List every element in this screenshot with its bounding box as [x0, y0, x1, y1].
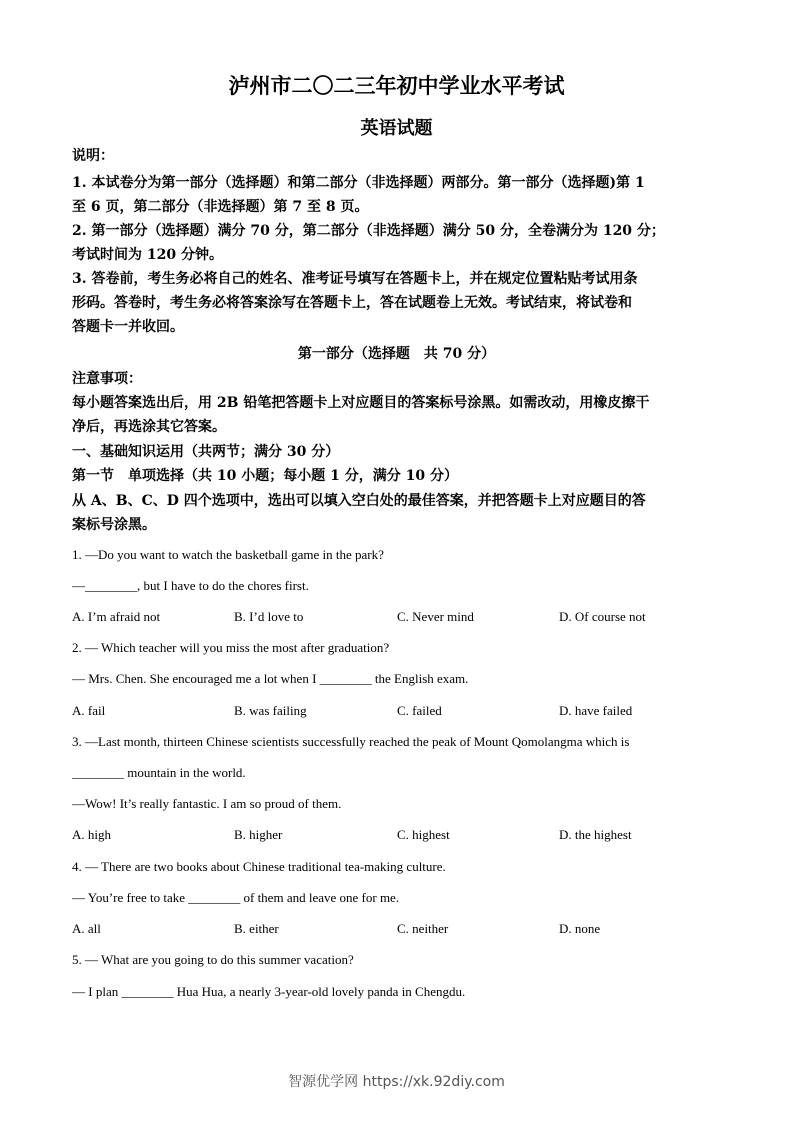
- section-heading: 一、基础知识运用（共两节；满分 30 分）: [72, 444, 340, 460]
- question-3-option-b: B. higher: [234, 827, 283, 842]
- question-1-option-b: B. I’d love to: [234, 609, 304, 624]
- notes-heading: 注意事项：: [72, 371, 142, 387]
- subsection-heading: 第一节 单项选择（共 10 小题；每小题 1 分，满分 10 分）: [72, 468, 458, 484]
- notes-line: 每小题答案选出后，用 2B 铅笔把答题卡上对应题目的答案标号涂黑。如需改动，用橡皮擦干: [72, 395, 650, 411]
- question-3-option-a: A. high: [72, 827, 111, 842]
- instruction-line: 形码。答卷时，考生务必将答案涂写在答题卡上，答在试题卷上无效。考试结束，将试卷和: [72, 295, 632, 311]
- instruction-line: 1. 本试卷分为第一部分（选择题）和第二部分（非选择题）两部分。第一部分（选择题)第 1: [72, 175, 645, 191]
- question-1-text: 1. —Do you want to watch the basketball game in the park?: [72, 547, 384, 562]
- question-2-option-b: B. was failing: [234, 703, 307, 718]
- question-4-option-a: A. all: [72, 921, 101, 936]
- question-3-option-c: C. highest: [397, 827, 450, 842]
- question-1-reply: —________, but I have to do the chores first.: [72, 578, 309, 593]
- directions-line: 案标号涂黑。: [72, 517, 156, 533]
- question-3-text-cont: ________ mountain in the world.: [72, 765, 246, 780]
- notes-line: 净后，再选涂其它答案。: [72, 419, 226, 435]
- instruction-line: 3. 答卷前，考生务必将自己的姓名、准考证号填写在答题卡上，并在规定位置粘贴考试用条: [72, 271, 638, 287]
- question-4-option-b: B. either: [234, 921, 279, 936]
- question-1-option-d: D. Of course not: [559, 609, 646, 624]
- question-2-option-c: C. failed: [397, 703, 442, 718]
- question-3-option-d: D. the highest: [559, 827, 632, 842]
- directions-line: 从 A、B、C、D 四个选项中，选出可以填入空白处的最佳答案，并把答题卡上对应题目的答: [72, 493, 646, 509]
- question-4-option-d: D. none: [559, 921, 601, 936]
- exam-subtitle: 英语试题: [360, 118, 433, 139]
- exam-title: 泸州市二〇二三年初中学业水平考试: [228, 73, 565, 98]
- question-2-reply: — Mrs. Chen. She encouraged me a lot when I ________ the English exam.: [72, 671, 469, 686]
- instruction-line: 2. 第一部分（选择题）满分 70 分，第二部分（非选择题）满分 50 分，全卷满分为 120 分；: [72, 223, 665, 239]
- question-4-reply: — You’re free to take ________ of them and leave one for me.: [72, 890, 400, 905]
- question-3-reply: —Wow! It’s really fantastic. I am so proud of them.: [72, 796, 342, 811]
- question-2-text: 2. — Which teacher will you miss the most after graduation?: [72, 640, 390, 655]
- question-1-option-a: A. I’m afraid not: [72, 609, 161, 624]
- instructions-heading: 说明：: [72, 148, 114, 164]
- question-5-text: 5. — What are you going to do this summer vacation?: [72, 952, 354, 967]
- part-heading: 第一部分（选择题 共 70 分）: [297, 346, 496, 362]
- instruction-line: 考试时间为 120 分钟。: [72, 247, 223, 263]
- question-2-option-a: A. fail: [72, 703, 106, 718]
- question-5-reply: — I plan ________ Hua Hua, a nearly 3-year-old lovely panda in Chengdu.: [72, 984, 466, 999]
- question-3-text: 3. —Last month, thirteen Chinese scientists successfully reached the peak of Mount Qomolangma which is: [72, 734, 630, 749]
- instruction-line: 至 6 页，第二部分（非选择题）第 7 至 8 页。: [72, 199, 369, 215]
- question-4-text: 4. — There are two books about Chinese traditional tea-making culture.: [72, 859, 446, 874]
- instruction-line: 答题卡一并收回。: [72, 319, 184, 335]
- footer-watermark: 智源优学网 https://xk.92diy.com: [288, 1074, 505, 1090]
- question-4-option-c: C. neither: [397, 921, 449, 936]
- question-2-option-d: D. have failed: [559, 703, 633, 718]
- question-1-option-c: C. Never mind: [397, 609, 474, 624]
